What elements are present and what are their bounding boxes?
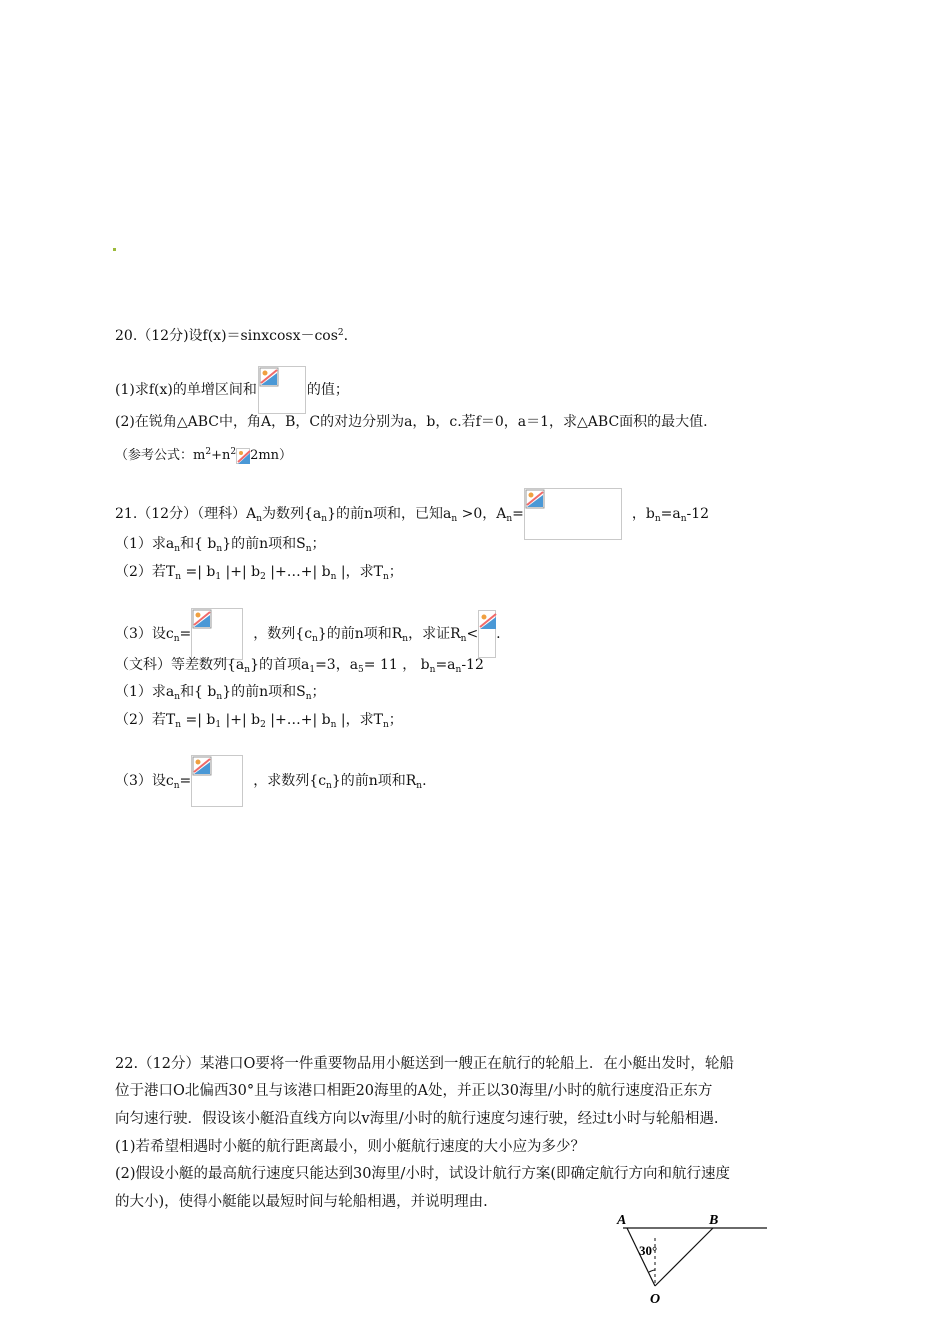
q20-part1: (1)求f(x)的单增区间和 的值； — [115, 366, 349, 414]
stray-mark — [113, 248, 116, 251]
q22-line5: (2)假设小艇的最高航行速度只能达到30海里/小时，试设计航行方案(即确定航行方向和航行速度 — [115, 1166, 731, 1182]
line-bo — [655, 1228, 713, 1286]
label-angle: 30° — [639, 1243, 658, 1258]
q21-liberal-arts-heading: （文科）等差数列$\{a_n\}$的首项$a_1=3$，$a_5= 11$ ， $b_n=a_n-12$ — [115, 657, 484, 675]
q21-liberal-part1: （1）求$a_n$和{ $b_n$}的前n项和$S_n$； — [115, 684, 326, 702]
angle-arc — [649, 1270, 655, 1272]
q22-line3: 向匀速行驶．假设该小艇沿直线方向以v海里/小时的航行速度匀速行驶，经过t小时与轮船相遇. — [115, 1111, 719, 1127]
label-a: A — [617, 1213, 627, 1228]
q20-reference: （参考公式：$m^2+n^2$ 2mn） — [115, 447, 293, 463]
label-b: B — [709, 1213, 719, 1228]
q21-liberal-part2: （2）若$T_n$ =| $b_1$ |+| $b_2$ |+…+| $b_n$ |，求$T_n$； — [115, 712, 403, 730]
broken-image-icon — [524, 488, 622, 540]
q21-part1: （1）求$a_n$和{ $b_n$}的前n项和$S_n$； — [115, 536, 326, 554]
q20-part2: (2)在锐角△ABC中，角A，B，C的对边分别为a，b，c.若f＝0，a＝1，求△ABC面积的最大值. — [115, 414, 708, 430]
q20-title: 20.（12分)设$f(x)=sinxcosx-\cos^2$. — [115, 328, 349, 344]
broken-image-icon — [191, 755, 243, 807]
q22-line6: 的大小)，使得小艇能以最短时间与轮船相遇，并说明理由. — [115, 1194, 488, 1210]
q22-line1: 22.（12分）某港口O要将一件重要物品用小艇送到一艘正在航行的轮船上．在小艇出发时，轮船 — [115, 1056, 734, 1072]
q21-part3: （3）设$c_n=$ ，数列$\{c_n\}$的前n项和$R_n$，求证$R_n<$ . — [115, 608, 501, 660]
broken-image-icon — [478, 610, 496, 658]
q22-line2: 位于港口O北偏西30°且与该港口相距20海里的A处，并正以30海里/小时的航行速度沿正东方 — [115, 1083, 713, 1099]
q21-part2: （2）若$T_n$ =| $b_1$ |+| $b_2$ |+…+| $b_n$ |，求$T_n$； — [115, 564, 403, 582]
broken-image-icon — [258, 366, 306, 414]
q21-heading: 21.（12分）（理科）$A_n$为数列$\{a_n\}$的前n项和，已知$a_n >0$，$A_n=$ ，$b_n=a_n-12$ — [115, 488, 709, 540]
broken-image-icon — [236, 448, 250, 464]
geometry-figure — [605, 1208, 785, 1308]
broken-image-icon — [191, 608, 243, 660]
q22-line4: (1)若希望相遇时小艇的航行距离最小，则小艇航行速度的大小应为多少？ — [115, 1139, 586, 1155]
q21-liberal-part3: （3）设$c_n=$ ，求数列$\{c_n\}$的前n项和$R_n$. — [115, 755, 427, 807]
label-o: O — [650, 1292, 661, 1307]
